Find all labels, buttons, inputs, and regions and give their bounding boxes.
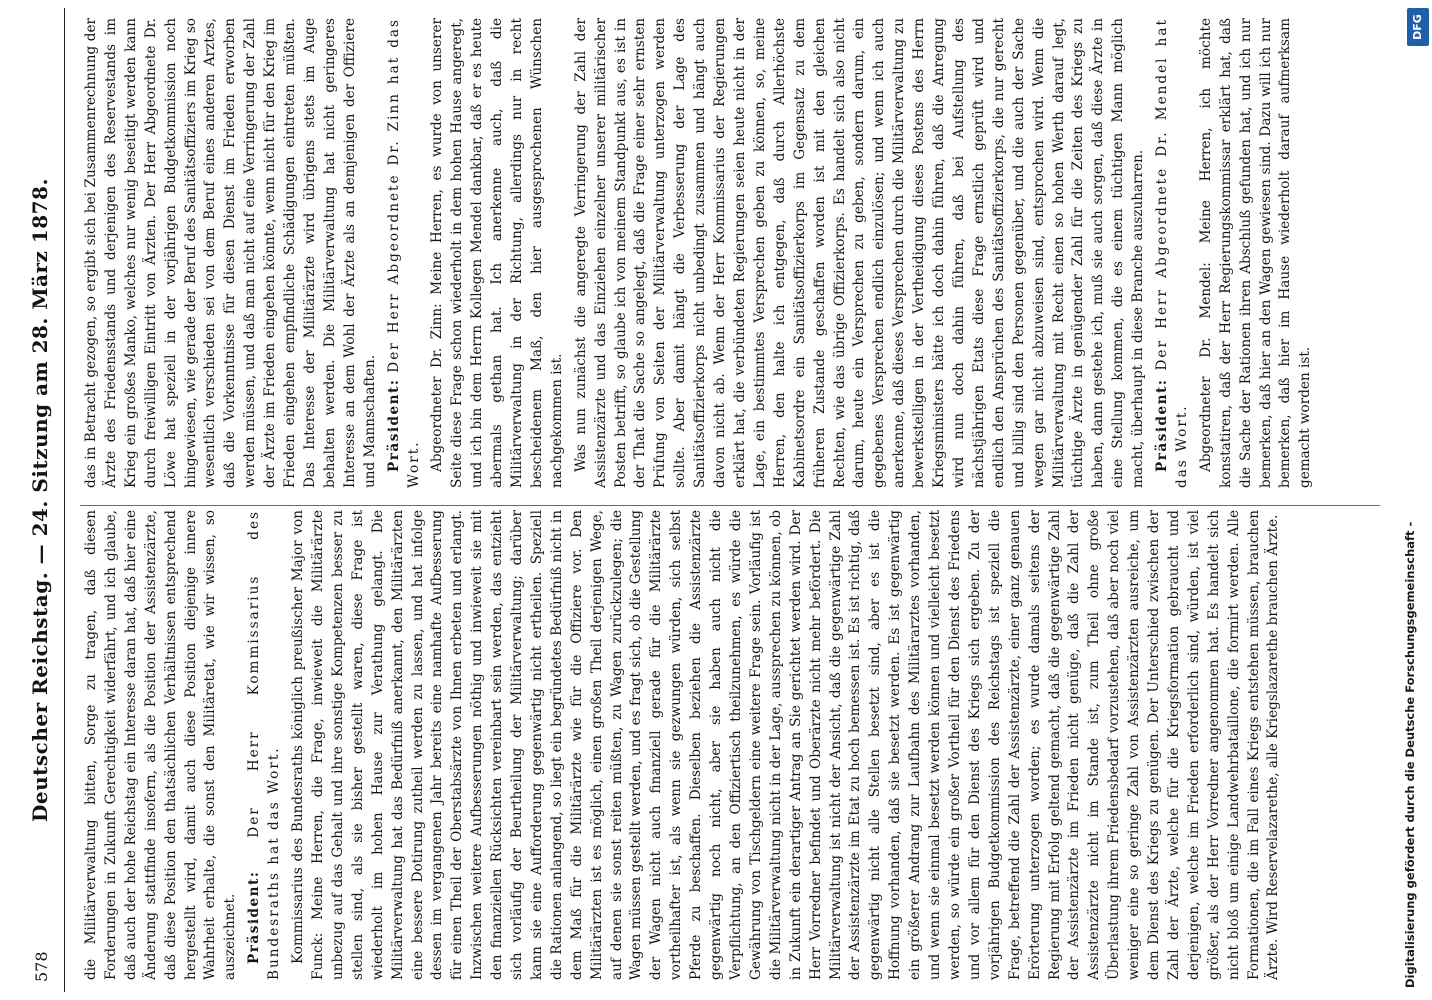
speaker-paragraph: [1153, 18, 1193, 488]
page-number: 578: [32, 951, 51, 982]
left-column: [82, 510, 1380, 980]
paragraph: Was nun zunächst die angeregte Verringerung der Zahl der Assistenzärzte und das Einziehen einzelner unserer militärischer Posten betrifft, so glaube ich von meinem Standpunkt aus, es ist in der That die Sache so angelegt, daß die Frage einer sehr ernsten Prüfung von Seiten der Militärverwaltung unterzogen werden sollte. Aber damit hängt die Verbesserung der Lage des Sanitätsoffizierkorps nicht unbedingt zusammen und hängt auch davon nicht ab. Wenn der Herr Kommissarius der Regierungen erklärt hat, die verbündeten Regierungen seien heute nicht in der Lage, ein bestimmtes Versprechen geben zu können, so, meine Herren, den halte ich entgegen, daß durch Allerhöchste Kabinetsordre ein Sanitätsoffizierkorps im Gegensatz zu dem früheren Zustande geschaffen worden ist mit den gleichen Rechten, wie das übrige Offizierkorps. Es handelt sich also nicht darum, heute ein Versprechen zu geben, sondern darum, ein gegebenes Versprechen endlich einzulösen; und wenn ich auch anerkenne, daß dieses Versprechen durch die Militärverwaltung zu bewerkstelligen in der Vertheidigung dieses Postens des Herrn Kriegsministers hätte ich doch dahin führen, daß die Anregung wird nun doch dahin führen, daß bei Aufstellung des nächstjährigen Etats diese Frage ernstlich geprüft wird und endlich den Ansprüchen des Sanitätsoffizierkorps, die nur gerecht und billig sind den Personen gegenüber, und die auch der Sache wegen gar nicht abzuweisen sind, entsprochen wird. Wenn die Militärverwaltung mit Recht einen so hohen Werth darauf legt, tüchtige Ärzte in genügender Zahl für die Zeiten des Kriegs zu haben, dann gestehe ich, muß sie auch sorgen, daß diese Ärzte in eine Stellung kommen, die es einem tüchtigen Mann möglich macht, überhaupt in diese Branche auszuharren.: [572, 18, 1147, 488]
running-head: [24, 0, 68, 1000]
dfg-logo: [1407, 8, 1429, 46]
paragraph: Abgeordneter Dr. Mendel: Meine Herren, ich möchte konstatiren, daß der Herr Regierungskommissar erklärt hat, daß die Sache der Rationen ihren Abschluß gefunden hat, und ich nur bemerken, daß hier an den Wagen gewiesen sind. Dazu will ich nur bemerken, daß hier im Hause wiederholt darauf aufmerksam gemacht worden ist.: [1197, 18, 1314, 488]
speaker-paragraph: [385, 18, 425, 488]
paragraph-continued: die Militärverwaltung bitten, Sorge zu tragen, daß diesen Forderungen in Zukunft Gerechtigkeit widerfährt, und ich glaube, daß auch der hohe Reichstag ein Interesse daran hat, daß hier eine Änderung stattfinde insofern, als die Position der Assistenzärzte, daß diese Position den thatsächlichen Verhältnissen entsprechend hergestellt wird, damit auch diese Position diejenige innere Wahrheit erhalte, die sonst den Militäretat, wie wir wissen, so auszeichnet.: [83, 510, 239, 980]
speaker-label: Präsident:: [1154, 378, 1171, 472]
paragraph: Kommissarius des Bundesraths königlich preußischer Major von Funck: Meine Herren, die Frage, inwieweit die Militärärzte unbezug auf das Gehalt und ihre sonstige Kompetenzen besser zu stellen sind, als sie bisher gestellt waren, diese Frage ist wiederholt im hohen Hause zur Verathung gelangt. Die Militärverwaltung hat das Bedürfniß anerkannt, den Militärärzten eine bessere Dotirung zutheil werden zu lassen, und hat infolge dessen im vergangenen Jahr bereits eine namhafte Aufbesserung für einen Theil der Oberstabsärzte von Ihnen erbeten und erlangt. Inzwischen weitere Aufbesserungen nöthig und inwieweit sie mit den finanziellen Rücksichten vereinbart sein werden, das entzieht sich vorläufig der Beurtheilung der Militärverwaltung; darüber kann sie eine Aufforderung gegenwärtig nicht ertheilen. Speziell die Rationen anlangend, so liegt ein begründetes Bedürfniß nicht in dem Maß für die Militärärzte wie für die Offiziere vor. Den Militärärzten ist es möglich, einen großen Theil derjenigen Wege, auf denen sie sonst reiten müßten, zu Wagen zurückzulegen; die Wagen müssen gestellt werden, und es fragt sich, ob die Gestellung der Wagen nicht auch finanziell gerade für die Militärärzte vortheilhafter ist, als wenn sie gezwungen würden, sich selbst Pferde zu beschaffen. Dieselben beziehen die Assistenzärzte gegenwärtig noch nicht, aber sie haben auch nicht die Verpflichtung, an den Offiziertisch theilzunehmen, es würde die Gewährung von Tischgeldern eine weitere Frage sein. Vorläufig ist die Militärverwaltung nicht in der Lage, aussprechen zu können, ob in Zukunft ein derartiger Antrag an Sie gerichtet werden wird. Der Herr Vorredner befindet und Oberärzte nicht mehr befördert. Die Militärverwaltung ist nicht der Ansicht, daß die gegenwärtige Zahl der Assistenzärzte im Etat zu hoch bemessen ist. Es ist richtig, daß gegenwärtig nicht alle Stellen besetzt sind, aber es ist die Hoffnung vorhanden, daß sie besetzt werden. Es ist gegenwärtig ein größerer Andrang zur Laufbahn des Militärarztes vorhanden, und wenn sie einmal besetzt werden können und vielleicht besetzt werden, so würde ein großer Vortheil für den Dienst des Friedens und vor allem für den Dienst des Kriegs sich ergeben. Zu der vorjährigen Budgetkommission des Reichstags ist speziell die Frage, betreffend die Zahl der Assistenzärzte, einer ganz genauen Erörterung unterzogen worden; es wurde damals seitens der Regierung mit Erfolg geltend gemacht, daß die gegenwärtige Zahl der Assistenzärzte im Frieden nicht genüge, daß die Zahl der Assistenzärzte nicht im Stande ist, zum Theil ohne große Überlastung ihrem Friedensbedarf vorzustehen, daß aber noch viel weniger eine so geringe Zahl von Assistenzärzten ausreiche, um dem Dienst des Kriegs zu genügen. Der Unterschied zwischen der Zahl der Ärzte, welche für die Kriegsformation gebraucht und derjenigen, welche im Frieden erforderlich sind, würden, ist viel größer, als der Herr Vorredner angenommen hat. Es handelt sich nicht bloß um einige Landwehrbataillone, die formirt werden. Alle Formationen, die im Fall eines Kriegs entstehen müssen, brauchen Ärzte. Wird Reservelazarethe, alle Kriegslazarethe brauchen Ärzte.: [290, 510, 1282, 980]
running-title: Deutscher Reichstag. — 24. Sitzung am 28. März 1878.: [28, 178, 52, 822]
digitization-credit: [1386, 12, 1432, 988]
speaker-paragraph: [245, 510, 285, 980]
column-rule: [80, 505, 1380, 506]
header-rule: [64, 8, 65, 992]
speaker-text: Der Herr Abgeordnete Dr. Mendel hat das Wort.: [1154, 18, 1190, 488]
dfg-logo-text: DFG: [1411, 14, 1424, 40]
speaker-label: Präsident:: [385, 378, 402, 472]
speaker-text: Der Herr Kommissarius des Bundesraths hat das Wort.: [246, 510, 283, 980]
speaker-text: Der Herr Abgeordnete Dr. Zinn hat das Wort.: [385, 18, 422, 488]
speaker-label: Präsident:: [246, 870, 263, 964]
paragraph-continued: das in Betracht gezogen, so ergibt sich bei Zusammenrechnung der Ärzte des Friedensstands und derjenigen des Reservestands im Krieg ein großes Manko, welches nur wenig beseitigt werden kann durch freiwilligen Eintritt von Ärzten. Der Herr Abgeordnete Dr. Löwe hat speziell in der vorjährigen Budgetkommission noch hingewiesen, wie gerade der Beruf des Sanitätsoffiziers im Krieg so wesentlich verschieden sei von dem Beruf eines anderen Arztes, daß die Vorkenntnisse für diesen Dienst im Frieden erworben werden müssen, und daß man nicht auf eine Verringerung der Zahl der Ärzte im Frieden eingehen könnte, wenn nicht für den Krieg im Frieden eingehen empfindliche Schädigungen eintreten müßten. Das Interesse der Militärärzte wird übrigens stets im Auge behalten werden. Die Militärverwaltung hat nicht geringeres Interesse an dem Wohl der Ärzte als an demjenigen der Offiziere und Mannschaften.: [83, 18, 378, 488]
paragraph: Abgeordneter Dr. Zinn: Meine Herren, es wurde von unserer Seite diese Frage schon wiederholt in dem hohen Hause angeregt, und ich bin dem Herrn Kollegen Mendel dankbar, daß er es heute abermals gethan hat. Ich anerkenne auch, daß die Militärverwaltung in der Richtung, allerdings nur in recht bescheidenem Maß, den hier ausgesprochenen Wünschen nachgekommen ist.: [429, 18, 565, 488]
right-column: [82, 18, 1380, 488]
credit-text: Digitalisierung gefördert durch die Deutsche Forschungsgemeinschaft -: [1403, 521, 1417, 988]
